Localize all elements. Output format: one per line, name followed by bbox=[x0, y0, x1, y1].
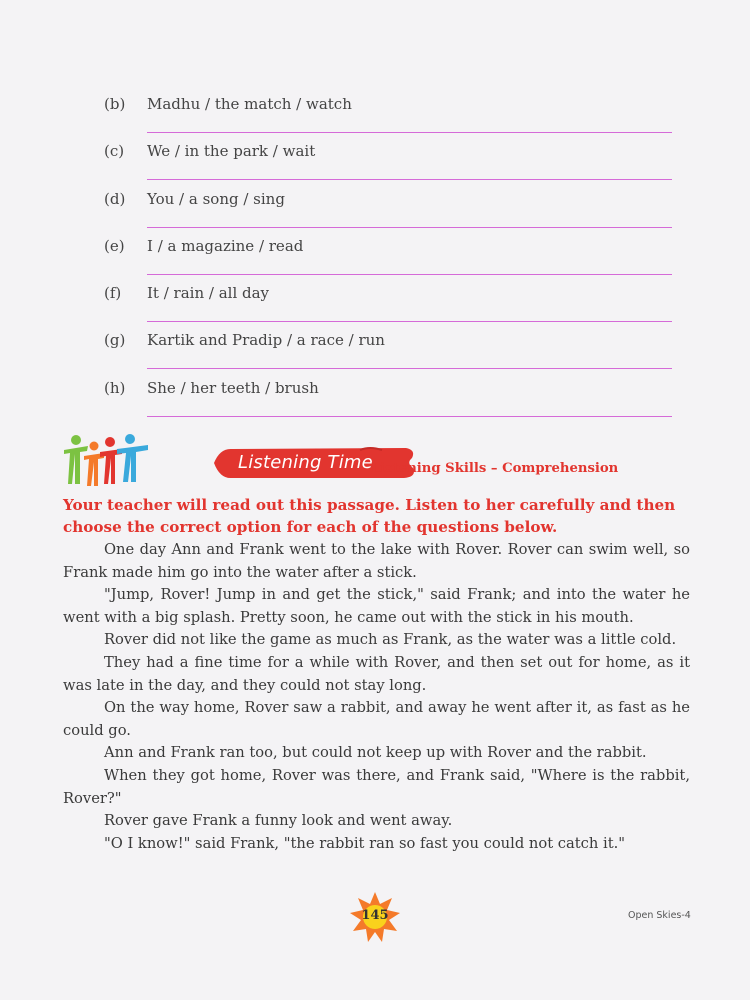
exercise-item bbox=[0, 188, 750, 235]
children-logo-icon bbox=[60, 432, 152, 488]
passage-paragraph: They had a fine time for a while with Rover, and then set out for home, as it was late in the day, and they could not stay long. bbox=[63, 653, 690, 694]
exercise-prompt: She / her teeth / brush bbox=[147, 378, 319, 397]
answer-line bbox=[147, 179, 672, 180]
exercise-item bbox=[0, 377, 750, 424]
page-number-badge bbox=[349, 891, 401, 943]
exercise-letter: (g) bbox=[104, 331, 126, 350]
exercise-prompt: It / rain / all day bbox=[147, 284, 270, 303]
instructions bbox=[63, 494, 690, 538]
exercise-item bbox=[0, 282, 750, 329]
instruction-line: choose the correct option for each of the questions below. bbox=[63, 518, 558, 536]
passage-paragraph: When they got home, Rover was there, and Frank said, "Where is the rabbit, Rover?" bbox=[63, 766, 690, 807]
exercise-item bbox=[0, 93, 750, 140]
exercise-letter: (e) bbox=[104, 236, 125, 255]
listening-banner-title: Listening Time bbox=[238, 452, 373, 473]
exercise-prompt: I / a magazine / read bbox=[147, 236, 304, 255]
passage-paragraph: On the way home, Rover saw a rabbit, and away he went after it, as fast as he could go. bbox=[63, 699, 690, 739]
exercise-item bbox=[0, 140, 750, 187]
listening-header bbox=[60, 432, 700, 488]
exercise-prompt: Madhu / the match / watch bbox=[147, 95, 352, 113]
section-skills-label: Listening Skills – Comprehension bbox=[371, 461, 619, 476]
answer-line bbox=[147, 274, 672, 275]
exercise-prompt: Kartik and Pradip / a race / run bbox=[147, 331, 385, 350]
passage-paragraph: Rover gave Frank a funny look and went away. bbox=[104, 812, 453, 830]
answer-line bbox=[147, 227, 672, 228]
instruction-line: Your teacher will read out this passage. Listen to her carefully and then bbox=[63, 496, 676, 514]
exercise-letter: (b) bbox=[104, 95, 126, 113]
answer-line bbox=[147, 321, 672, 322]
passage-paragraph: Ann and Frank ran too, but could not keep up with Rover and the rabbit. bbox=[104, 744, 647, 762]
exercise-letter: (h) bbox=[104, 378, 126, 397]
passage-paragraph: One day Ann and Frank went to the lake with Rover. Rover can swim well, so Frank made him go into the water after a stick. bbox=[63, 541, 690, 581]
answer-line bbox=[147, 132, 672, 133]
answer-line bbox=[147, 416, 672, 417]
book-title: Open Skies-4 bbox=[628, 910, 691, 921]
passage-paragraph: "O I know!" said Frank, "the rabbit ran so fast you could not catch it." bbox=[104, 834, 626, 852]
exercise-item bbox=[0, 235, 750, 282]
passage-paragraph: "Jump, Rover! Jump in and get the stick," said Frank; and into the water he went with a big splash. Pretty soon, he came out with the stick in his mouth. bbox=[63, 586, 690, 626]
exercise-prompt: We / in the park / wait bbox=[147, 142, 316, 161]
exercise-letter: (c) bbox=[104, 142, 125, 161]
exercise-list bbox=[0, 93, 750, 424]
answer-line bbox=[147, 368, 672, 369]
exercise-item bbox=[0, 329, 750, 376]
exercise-prompt: You / a song / sing bbox=[147, 189, 285, 208]
exercise-letter: (f) bbox=[104, 284, 122, 303]
story-passage bbox=[63, 539, 690, 855]
passage-paragraph: Rover did not like the game as much as Frank, as the water was a little cold. bbox=[104, 631, 677, 649]
page-number: 145 bbox=[361, 908, 389, 923]
exercise-letter: (d) bbox=[104, 189, 126, 208]
